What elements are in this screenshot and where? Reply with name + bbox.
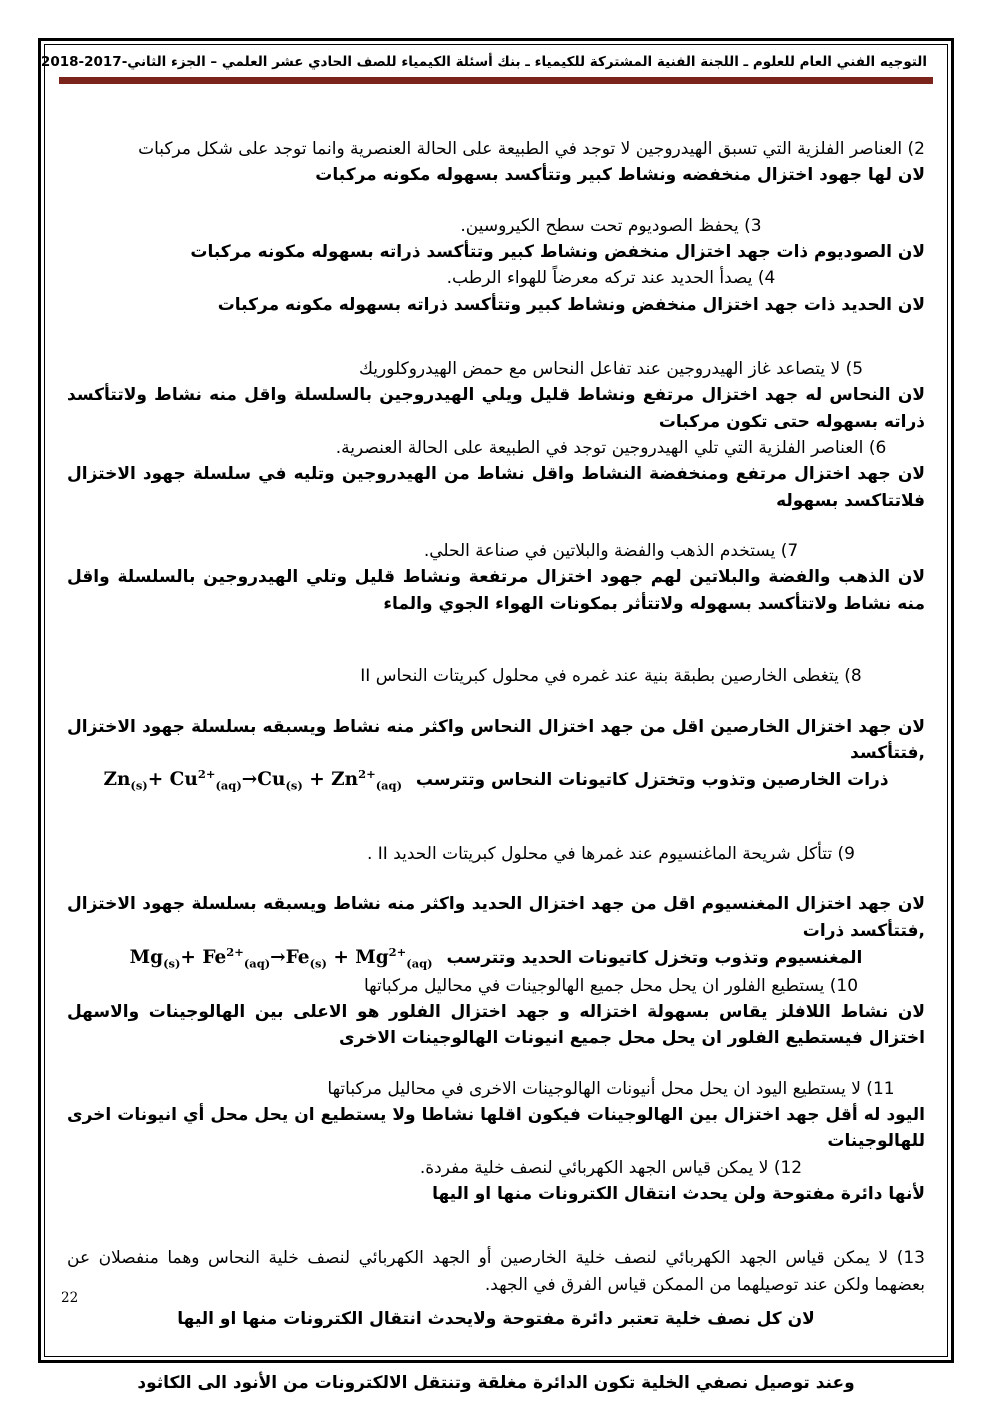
- page-border-outer: [38, 38, 954, 1394]
- answer-8-line-1: لان جهد اختزال الخارصين اقل من جهد اختزال النحاس واكثر منه نشاط ويسبقه بسلسلة جهود الاختزال ,فتتأكسد: [67, 716, 925, 763]
- answer-9-line-1: لان جهد اختزال المغنسيوم اقل من جهد اختزال الحديد واكثر منه نشاط ويسبقه بسلسلة جهود الاختزال ,فتتأكسد ذرات: [67, 894, 925, 941]
- eq-superscript: 2+: [226, 944, 244, 959]
- eq-term: + Cu: [147, 769, 198, 791]
- question-8: 8) يتغطى الخارصين بطبقة بنية عند غمره في محلول كبريتات النحاس II: [360, 666, 862, 687]
- eq-subscript: (s): [130, 778, 148, 793]
- document-body: [63, 136, 929, 1397]
- answer-8-line-2: [67, 766, 925, 795]
- eq-term: + Mg: [326, 946, 389, 968]
- question-4: 4) يصدأ الحديد عند تركه معرضاً للهواء الرطب.: [446, 268, 776, 289]
- answer-9-text: المغنسيوم وتذوب وتخزل كاتيونات الحديد وتترسب: [446, 947, 863, 968]
- question-12: 12) لا يمكن قياس الجهد الكهربائي لنصف خلية مفردة.: [419, 1157, 803, 1178]
- eq-subscript: (aq): [215, 778, 242, 793]
- eq-subscript: (s): [309, 956, 327, 971]
- question-11: 11) لا يستطيع اليود ان يحل محل أنيونات الهالوجينات الاخرى في محاليل مركباتها: [327, 1078, 895, 1099]
- answer-9-line-2: [67, 944, 925, 973]
- eq-arrow-term: →Fe: [270, 946, 310, 968]
- page-number: 22: [61, 1290, 79, 1306]
- eq-subscript: (s): [163, 956, 181, 971]
- page-border-inner: [40, 44, 948, 1394]
- eq-superscript: 2+: [197, 767, 216, 782]
- answer-8-text: ذرات الخارصين وتذوب وتختزل كاتيونات النحاس وتترسب: [415, 770, 889, 791]
- answer-10: لان نشاط اللافلز يقاس بسهولة اختزاله و جهد اختزال الفلور هو الاعلى بين الهالوجينات والاسهل اختزال فيستطيع الفلور ان يحل محل جميع انيونات الهالوجينات الاخرى: [67, 1001, 925, 1049]
- question-6: 6) العناصر الفلزية التي تلي الهيدروجين توجد في الطبيعة على الحالة العنصرية.: [335, 438, 887, 459]
- equation-mg-fe: [129, 944, 433, 971]
- question-7: 7) يستخدم الذهب والفضة والبلاتين في صناعة الحلي.: [423, 541, 799, 562]
- equation-zn-cu: [103, 767, 402, 793]
- question-5: 5) لا يتصاعد غاز الهيدروجين عند تفاعل النحاس مع حمض الهيدروكلوريك: [358, 359, 864, 380]
- eq-term: + Fe: [180, 946, 227, 968]
- eq-term: Zn: [103, 769, 131, 791]
- header-rule-line: [59, 77, 933, 84]
- question-2: 2) العناصر الفلزية التي تسبق الهيدروجين لا توجد في الطبيعة على الحالة العنصرية وانما توجد على شكل مركبات: [138, 139, 925, 159]
- answer-12: لأنها دائرة مفتوحة ولن يحدث انتقال الكترونات منها او اليها: [432, 1183, 925, 1204]
- eq-superscript: 2+: [358, 767, 376, 782]
- eq-subscript: (aq): [406, 956, 433, 971]
- eq-subscript: (s): [285, 778, 303, 793]
- eq-subscript: (aq): [375, 778, 402, 793]
- eq-subscript: (aq): [243, 956, 271, 971]
- answer-5: لان النحاس له جهد اختزال مرتفع ونشاط قليل ويلي الهيدروجين بالسلسلة واقل منه نشاط ولاتتأكسد ذراته بسهوله حتى تكون مركبات: [67, 385, 925, 432]
- answer-13-line-1: لان كل نصف خلية تعتبر دائرة مفتوحة ولايحدث انتقال الكترونات منها او اليها: [177, 1309, 815, 1329]
- question-9: 9) تتأكل شريحة الماغنسيوم عند غمرها في محلول كبريتات الحديد II .: [366, 843, 855, 864]
- question-10: 10) يستطيع الفلور ان يحل محل جميع الهالوجينات في محاليل مركباتها: [363, 975, 859, 996]
- answer-3: لان الصوديوم ذات جهد اختزال منخفض ونشاط كبير وتتأكسد ذراته بسهوله مكونه مركبات: [190, 242, 925, 263]
- eq-superscript: 2+: [388, 944, 407, 959]
- answer-7: لان الذهب والفضة والبلاتين لهم جهود اختزال مرتفعة ونشاط قليل وتلي الهيدروجين بالسلسلة واقل منه نشاط ولاتتأكسد بسهوله ولاتتأثر بمكونات الهواء الجوي والماء: [67, 567, 925, 614]
- answer-11: اليود له أقل جهد اختزال بين الهالوجينات فيكون اقلها نشاطا ولا يستطيع ان يحل محل أي انيونات اخرى للهالوجينات: [67, 1104, 925, 1152]
- question-13: 13) لا يمكن قياس الجهد الكهربائي لنصف خلية الخارصين أو الجهد الكهربائي لنصف خلية النحاس وهما منفصلان عن بعضهما ولكن عند توصيلهما من الممكن قياس الفرق في الجهد.: [67, 1248, 925, 1295]
- document-header-title: التوجيه الفني العام للعلوم ـ اللجنة الفنية المشتركة للكيمياء ـ بنك أسئلة الكيمياء للصف الحادي عشر العلمي – الجزء الثاني-2017-2018: [40, 54, 927, 70]
- question-3: 3) يحفظ الصوديوم تحت سطح الكيروسين.: [460, 215, 762, 236]
- answer-13-line-2: وعند توصيل نصفي الخلية تكون الدائرة مغلقة وتنتقل الالكترونات من الأنود الى الكاثود: [137, 1373, 855, 1394]
- answer-4: لان الحديد ذات جهد اختزال منخفض ونشاط كبير وتتأكسد ذراته بسهوله مكونه مركبات: [217, 294, 925, 315]
- eq-term: + Zn: [302, 769, 359, 791]
- answer-2: لان لها جهود اختزال منخفضه ونشاط كبير وتتأكسد بسهوله مكونه مركبات: [315, 165, 925, 186]
- eq-arrow-term: →Cu: [241, 769, 286, 791]
- answer-6: لان جهد اختزال مرتفع ومنخفضة النشاط واقل نشاط من الهيدروجين وتليه في سلسلة جهود الاختزال فلاتتاكسد بسهوله: [67, 464, 925, 511]
- eq-term: Mg: [129, 946, 164, 968]
